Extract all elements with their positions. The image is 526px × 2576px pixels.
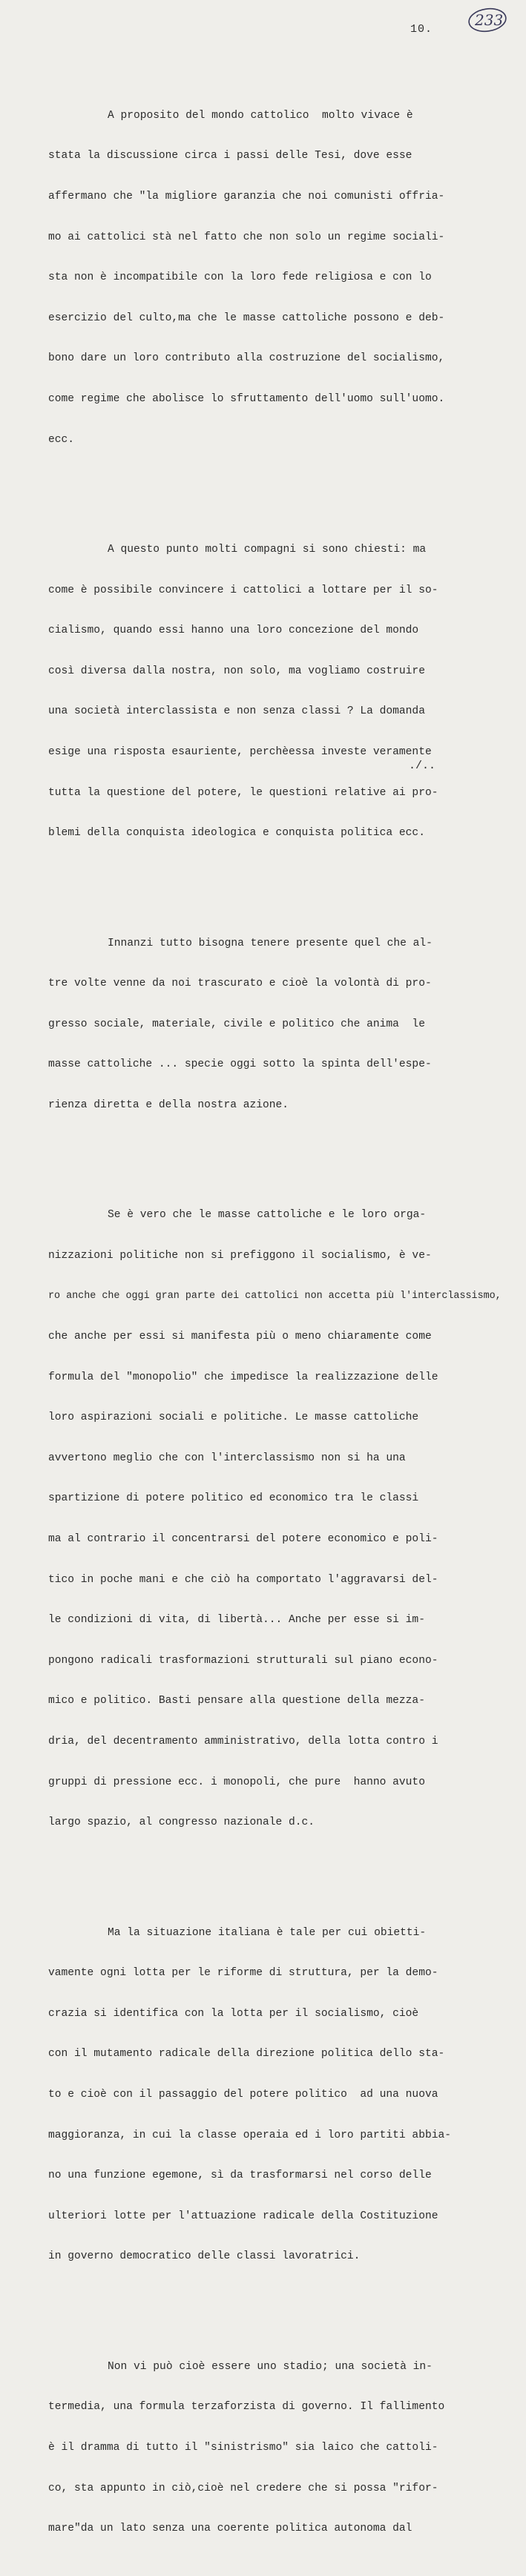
text-line: A proposito del mondo cattolico molto vivace è	[108, 109, 413, 122]
text-line: mare"da un lato senza una coerente politica autonoma dal	[48, 2523, 412, 2535]
paragraph-2	[48, 516, 517, 867]
text-line: sta non è incompatibile con la loro fede religiosa e con lo	[48, 271, 432, 284]
continuation-mark: ./..	[409, 760, 436, 772]
text-line: co, sta appunto in ciò,cioè nel credere che si possa "rifor-	[48, 2482, 438, 2494]
paragraph-6	[48, 2333, 517, 2562]
text-line: bono dare un loro contributo alla costruzione del socialismo,	[48, 352, 445, 365]
page-stamp	[466, 6, 509, 34]
text-line: gresso sociale, materiale, civile e politico che anima le	[48, 1018, 425, 1030]
paragraph-3	[48, 909, 517, 1139]
text-line: ecc.	[48, 433, 75, 446]
text-line: esercizio del culto,ma che le masse cattoliche possono e deb-	[48, 312, 445, 324]
text-line: to e cioè con il passaggio del potere politico ad una nuova	[48, 2089, 438, 2101]
text-line: ro anche che oggi gran parte dei cattolici non accetta più l'interclassismo,	[48, 1290, 502, 1302]
text-line: cialismo, quando essi hanno una loro concezione del mondo	[48, 625, 419, 637]
text-line: crazia si identifica con la lotta per il socialismo, cioè	[48, 2007, 419, 2020]
text-line: che anche per essi si manifesta più o meno chiaramente come	[48, 1331, 432, 1343]
text-line: rienza diretta e della nostra azione.	[48, 1098, 289, 1111]
letter-body	[48, 55, 517, 2576]
text-line: con il mutamento radicale della direzione politica dello sta-	[48, 2048, 445, 2061]
text-line: avvertono meglio che con l'interclassismo non si ha una	[48, 1452, 406, 1464]
text-line: affermano che "la migliore garanzia che noi comunisti offria-	[48, 191, 445, 202]
text-line: le condizioni di vita, di libertà... Anche per esse si im-	[48, 1614, 425, 1627]
text-line: largo spazio, al congresso nazionale d.c.	[48, 1816, 315, 1829]
text-line: esige una risposta esauriente, perchèessa investe veramente	[48, 745, 432, 758]
text-line: maggioranza, in cui la classe operaia ed i loro partiti abbia-	[48, 2129, 451, 2141]
text-line: vamente ogni lotta per le riforme di struttura, per la demo-	[48, 1967, 438, 1980]
text-line: in governo democratico delle classi lavoratrici.	[48, 2250, 361, 2263]
text-line: Non vi può cioè essere uno stadio; una società in-	[108, 2360, 433, 2373]
page-number: 10.	[410, 23, 433, 36]
text-line: tico in poche mani e che ciò ha comportato l'aggravarsi del-	[48, 1573, 438, 1586]
text-line: tutta la questione del potere, le questioni relative ai pro-	[48, 786, 438, 799]
paragraph-1	[48, 82, 517, 473]
text-line: A questo punto molti compagni si sono chiesti: ma	[108, 543, 427, 556]
text-line: tre volte venne da noi trascurato e cioè la volontà di pro-	[48, 978, 432, 990]
text-line: ulteriori lotte per l'attuazione radicale della Costituzione	[48, 2210, 438, 2222]
paragraph-5	[48, 1899, 517, 2290]
text-line: stata la discussione circa i passi delle Tesi, dove esse	[48, 150, 412, 162]
text-line: termedia, una formula terzaforzista di governo. Il fallimento	[48, 2401, 445, 2414]
text-line: dria, del decentramento amministrativo, della lotta contro i	[48, 1736, 438, 1748]
text-line: è il dramma di tutto il "sinistrismo" sia laico che cattoli-	[48, 2441, 438, 2454]
text-line: mo ai cattolici stà nel fatto che non solo un regime sociali-	[48, 231, 445, 243]
stamp-number: 233	[475, 11, 504, 29]
text-line: come è possibile convincere i cattolici a lottare per il so-	[48, 584, 438, 596]
text-line: ma al contrario il concentrarsi del potere economico e poli-	[48, 1533, 438, 1546]
text-line: masse cattoliche ... specie oggi sotto la spinta dell'espe-	[48, 1058, 432, 1071]
text-line: Se è vero che le masse cattoliche e le loro orga-	[108, 1209, 427, 1222]
text-line: blemi della conquista ideologica e conquista politica ecc.	[48, 827, 425, 840]
text-line: pongono radicali trasformazioni strutturali sul piano econo-	[48, 1654, 438, 1667]
text-line: una società interclassista e non senza classi ? La domanda	[48, 705, 425, 718]
text-line: spartizione di potere politico ed economico tra le classi	[48, 1492, 419, 1505]
text-line: loro aspirazioni sociali e politiche. Le masse cattoliche	[48, 1411, 419, 1424]
text-line: formula del "monopolio" che impedisce la realizzazione delle	[48, 1371, 438, 1383]
paragraph-4	[48, 1182, 517, 1857]
text-line: così diversa dalla nostra, non solo, ma vogliamo costruire	[48, 665, 425, 677]
text-line: nizzazioni politiche non si prefiggono il socialismo, è ve-	[48, 1249, 432, 1262]
text-line: gruppi di pressione ecc. i monopoli, che pure hanno avuto	[48, 1776, 425, 1788]
text-line: come regime che abolisce lo sfruttamento dell'uomo sull'uomo.	[48, 392, 445, 405]
text-line: mico e politico. Basti pensare alla questione della mezza-	[48, 1695, 425, 1707]
text-line: Innanzi tutto bisogna tenere presente quel che al-	[108, 937, 433, 949]
text-line: Ma la situazione italiana è tale per cui obietti-	[108, 1926, 427, 1939]
text-line: no una funzione egemone, sì da trasformarsi nel corso delle	[48, 2170, 432, 2182]
